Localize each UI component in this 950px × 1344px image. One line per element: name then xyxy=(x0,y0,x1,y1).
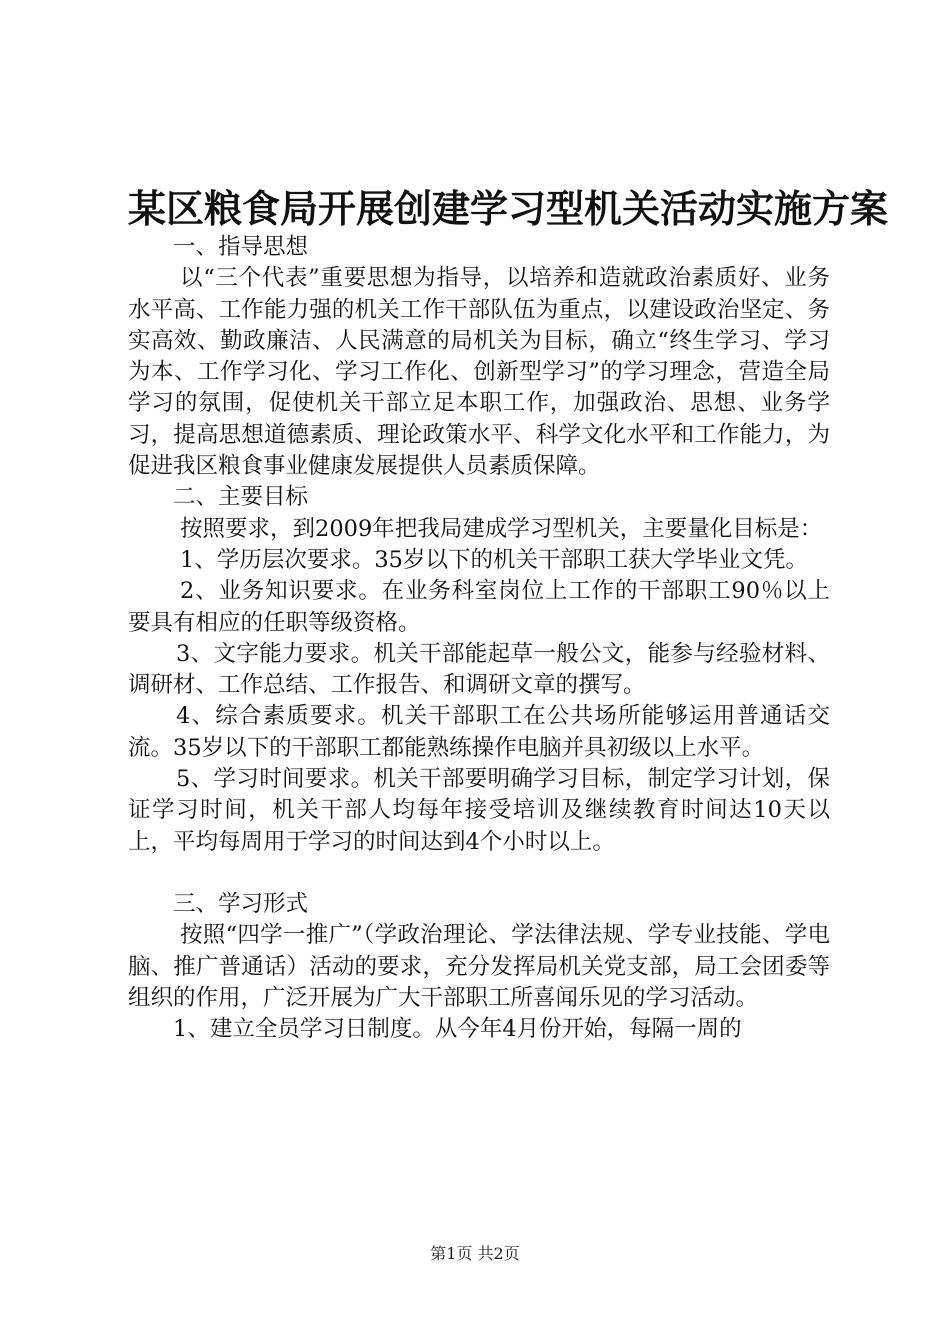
section-heading-3: 三、学习形式 xyxy=(173,890,309,917)
paragraph-spacer xyxy=(128,858,830,889)
goal-item-3: 3、文字能力要求。机关干部能起草一般公文，能参与经验材料、调研材、工作总结、工作报告、和调研文章的撰写。 xyxy=(128,640,830,699)
goal-item-4: 4、综合素质要求。机关干部职工在公共场所能够运用普通话交流。35岁以下的干部职工都能熟练操作电脑并具初级以上水平。 xyxy=(128,703,830,761)
goal-item-2: 2、业务知识要求。在业务科室岗位上工作的干部职工90％以上要具有相应的任职等级资格。 xyxy=(128,578,830,636)
goal-item-5: 5、学习时间要求。机关干部要明确学习目标，制定学习计划，保证学习时间，机关干部人均每年接受培训及继续教育时间达10天以上，平均每周用于学习的时间达到4个小时以上。 xyxy=(128,766,830,855)
section-heading-2: 二、主要目标 xyxy=(173,484,309,511)
page-footer: 第1页 共2页 xyxy=(430,1244,520,1263)
document-body xyxy=(128,232,830,1045)
form-item-1: 1、建立全员学习日制度。从今年4月份开始，每隔一周的 xyxy=(173,1016,742,1043)
paragraph-learning-forms: 按照“四学一推广”（学政治理论、学法律法规、学专业技能、学电脑、推广普通话）活动的要求，充分发挥局机关党支部，局工会团委等组织的作用，广泛开展为广大干部职工所喜闻乐见的学习活动。 xyxy=(128,922,830,1011)
paragraph-main-goals: 按照要求，到2009年把我局建成学习型机关，主要量化目标是： xyxy=(180,515,823,542)
paragraph-guiding-ideology: 以“三个代表”重要思想为指导，以培养和造就政治素质好、业务水平高、工作能力强的机关工作干部队伍为重点，以建设政治坚定、务实高效、勤政廉洁、人民满意的局机关为目标，确立“终生学习、学习为本、工作学习化、学习工作化、创新型学习”的学习理念，营造全局学习的氛围，促使机关干部立足本职工作，加强政治、思想、业务学习，提高思想道德素质、理论政策水平、科学文化水平和工作能力，为促进我区粮食事业健康发展提供人员素质保障。 xyxy=(128,265,830,480)
section-heading-1: 一、指导思想 xyxy=(173,234,309,260)
goal-item-1: 1、学历层次要求。35岁以下的机关干部职工获大学毕业文凭。 xyxy=(180,546,808,573)
document-title: 某区粮食局开展创建学习型机关活动实施方案 xyxy=(128,187,889,231)
